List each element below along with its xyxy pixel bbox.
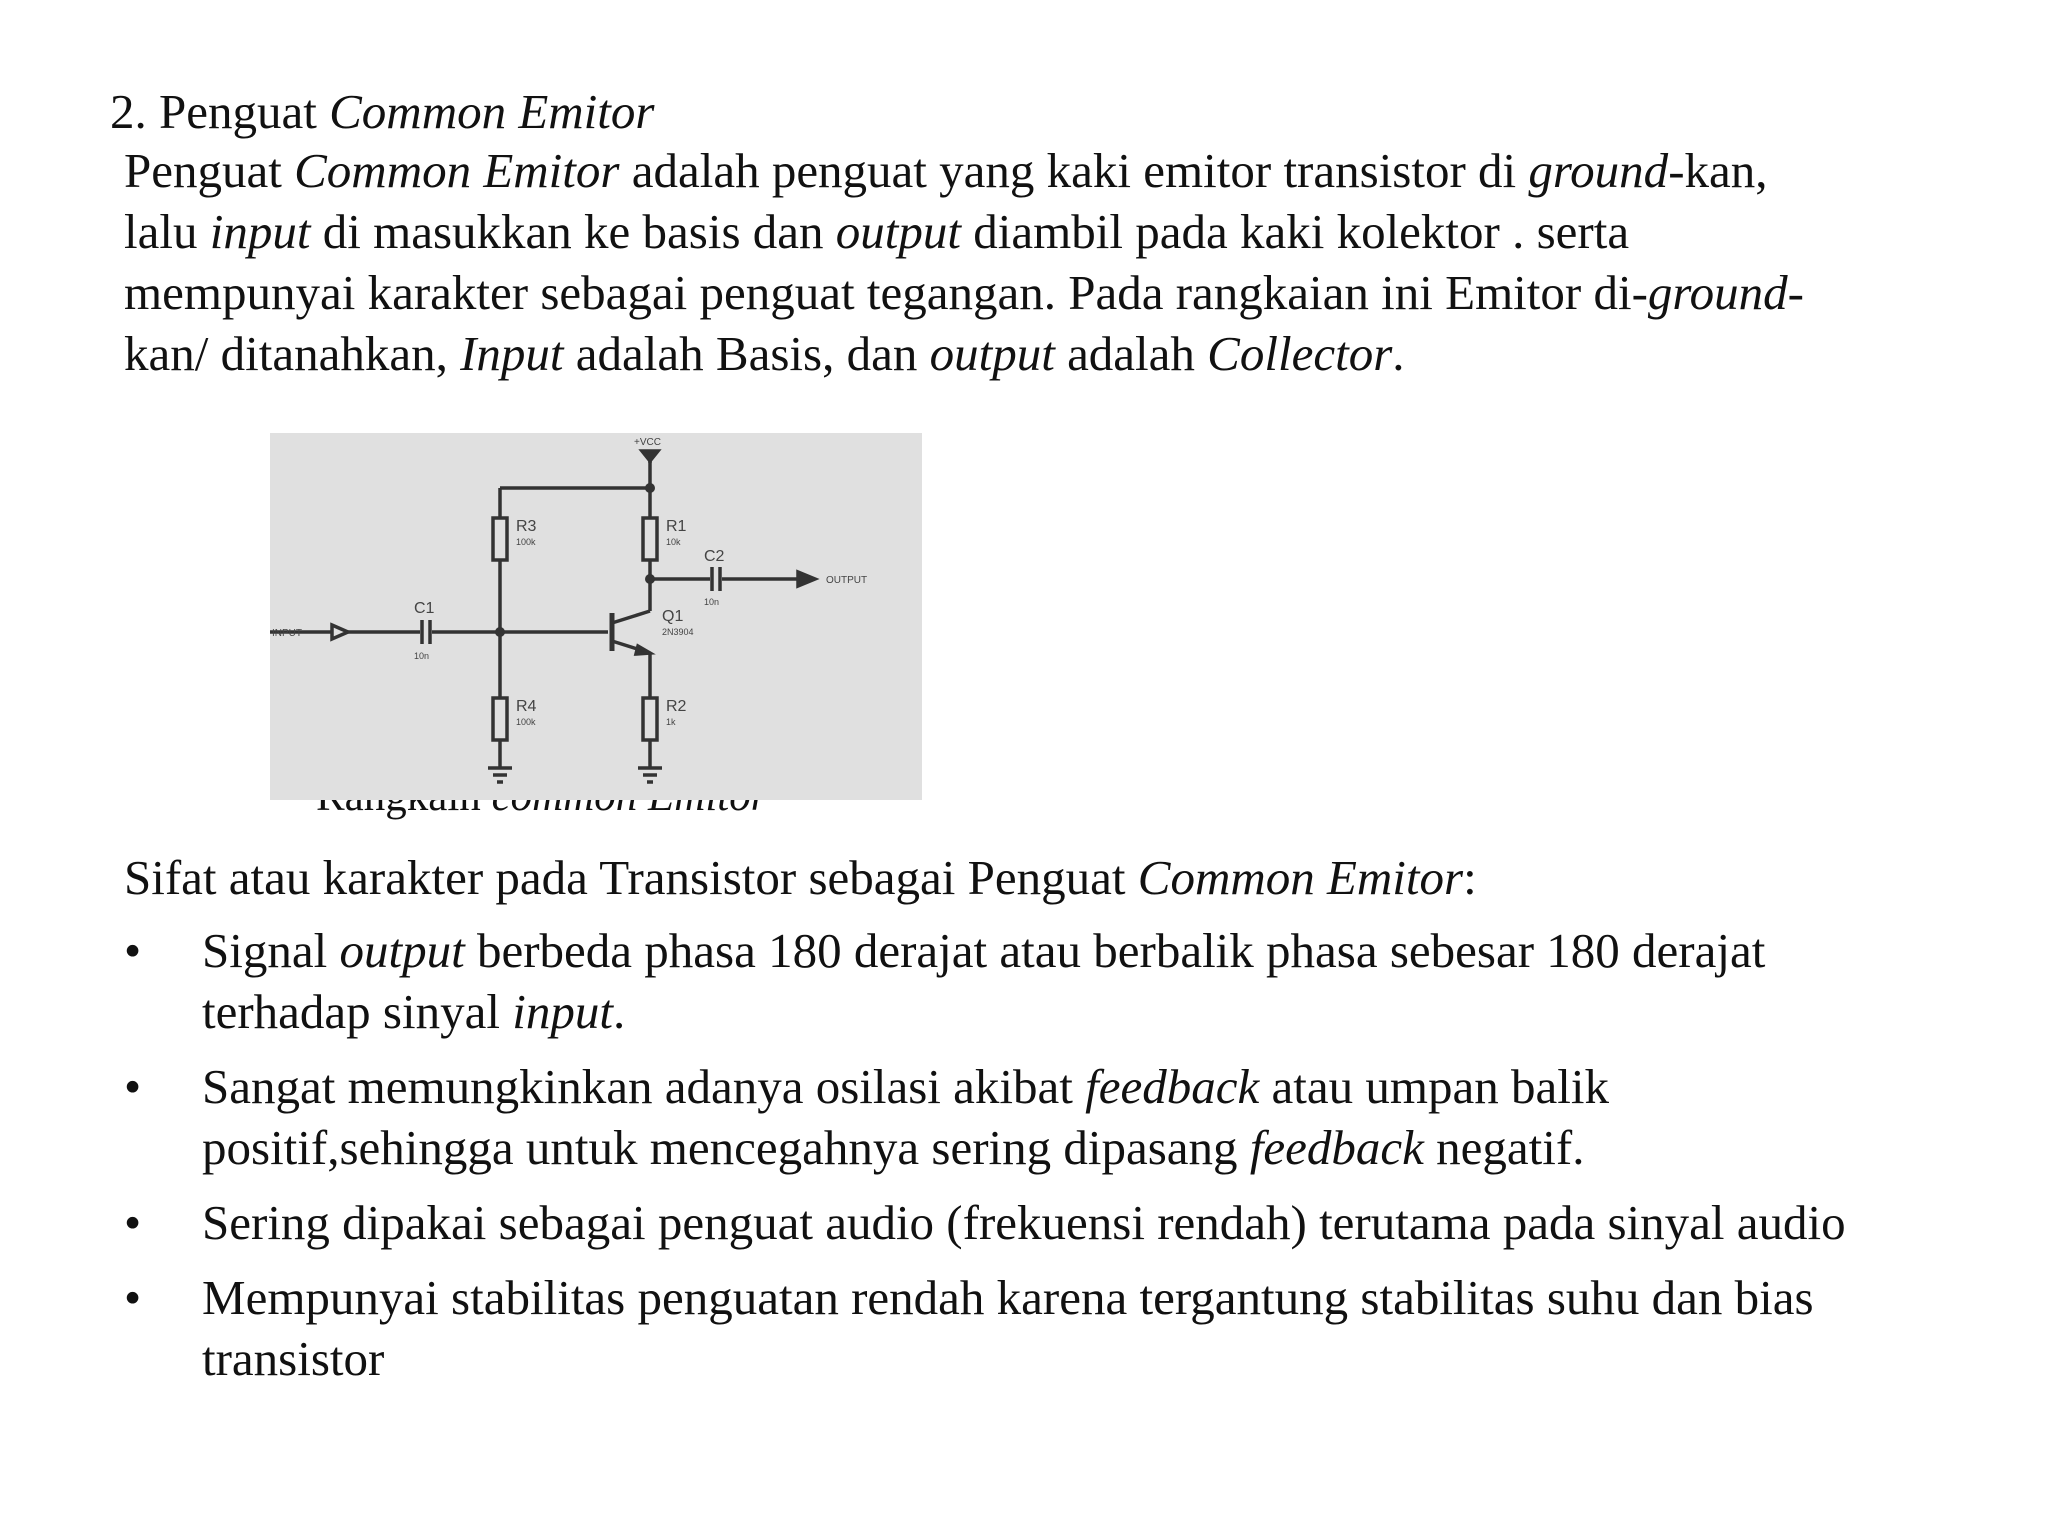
text: : — [1463, 850, 1477, 905]
bullet-icon: • — [124, 1059, 142, 1114]
bullet-icon: • — [124, 1195, 142, 1250]
junction-dot — [495, 627, 505, 637]
label-input: INPUT — [272, 628, 302, 639]
text-italic: input — [209, 204, 311, 259]
junction-dot — [645, 483, 655, 493]
bullet-icon: • — [124, 923, 142, 978]
text: -kan, — [1668, 143, 1768, 198]
input-arrow-icon — [332, 625, 348, 639]
text: Sangat memungkinkan adanya osilasi akibat — [202, 1059, 1086, 1114]
list-item — [124, 920, 2024, 1042]
label-output: OUTPUT — [826, 575, 868, 586]
label-r1-value: 10k — [666, 537, 681, 547]
label-q1: Q1 — [662, 608, 684, 625]
properties-list — [124, 920, 2024, 1403]
text: negatif. — [1423, 1120, 1585, 1175]
text: Penguat — [124, 143, 295, 198]
label-r3-value: 100k — [516, 537, 536, 547]
text-italic: output — [339, 923, 465, 978]
text-italic: Common Emitor — [294, 143, 620, 198]
text-italic: output — [929, 326, 1055, 381]
text: kan/ ditanahkan, — [124, 326, 461, 381]
text: positif,sehingga untuk mencegahnya sering dipasang — [202, 1120, 1250, 1175]
heading-emphasis: Common Emitor — [329, 84, 655, 139]
text: lalu — [124, 204, 210, 259]
label-r4: R4 — [516, 698, 537, 715]
text-italic: input — [512, 984, 613, 1039]
list-line — [202, 981, 2024, 1042]
text-italic: ground — [1647, 265, 1788, 320]
intro-line — [124, 323, 2004, 384]
label-r1: R1 — [666, 518, 687, 535]
label-vcc: +VCC — [634, 437, 661, 448]
text-italic: feedback — [1085, 1059, 1260, 1114]
resistor-r2 — [643, 698, 657, 740]
properties-intro — [124, 848, 1477, 908]
label-r4-value: 100k — [516, 717, 536, 727]
intro-line — [124, 201, 2004, 262]
text-italic: Input — [460, 326, 564, 381]
label-c2-value: 10n — [704, 597, 720, 607]
list-line: transistor — [202, 1331, 385, 1386]
label-c1-value: 10n — [414, 651, 430, 661]
emitter-arrow-icon — [636, 646, 650, 654]
label-c2: C2 — [704, 548, 725, 565]
resistor-r4 — [493, 698, 507, 740]
text: adalah Basis, dan — [563, 326, 930, 381]
text-italic: Collector — [1207, 326, 1393, 381]
label-r3: R3 — [516, 518, 537, 535]
bullet-icon: • — [124, 1270, 142, 1325]
section-heading — [110, 82, 654, 142]
text: adalah penguat yang kaki emitor transistor di — [619, 143, 1529, 198]
junction-dot — [645, 574, 655, 584]
text: terhadap sinyal — [202, 984, 513, 1039]
label-q1-value: 2N3904 — [662, 627, 694, 637]
intro-line — [124, 140, 2004, 201]
text: . — [612, 984, 626, 1039]
list-line: Mempunyai stabilitas penguatan rendah karena tergantung stabilitas suhu dan bias — [202, 1270, 1814, 1325]
intro-paragraph — [124, 140, 2004, 384]
list-line — [202, 1117, 2024, 1178]
list-item — [124, 1056, 2024, 1178]
resistor-r1 — [643, 518, 657, 560]
list-line — [202, 1056, 2024, 1117]
list-line — [202, 920, 2024, 981]
text: Signal — [202, 923, 340, 978]
intro-line — [124, 262, 2004, 323]
list-item — [124, 1192, 2024, 1253]
text-italic: feedback — [1249, 1120, 1424, 1175]
transistor-collector — [612, 611, 650, 623]
text: . — [1392, 326, 1405, 381]
output-arrow-icon — [798, 572, 815, 586]
text-italic: output — [835, 204, 961, 259]
label-c1: C1 — [414, 600, 435, 617]
vcc-arrow-icon — [642, 451, 658, 461]
text: atau umpan balik — [1259, 1059, 1609, 1114]
text: di masukkan ke basis dan — [310, 204, 836, 259]
resistor-r3 — [493, 518, 507, 560]
label-r2-value: 1k — [666, 717, 676, 727]
list-line: Sering dipakai sebagai penguat audio (frekuensi rendah) terutama pada sinyal audio — [202, 1195, 1846, 1250]
list-item — [124, 1267, 2024, 1389]
text-italic: Common Emitor — [1137, 850, 1464, 905]
text: mempunyai karakter sebagai penguat tegangan. Pada rangkaian ini Emitor di- — [124, 265, 1648, 320]
text-italic: ground — [1528, 143, 1669, 198]
text: diambil pada kaki kolektor . serta — [961, 204, 1630, 259]
circuit-figure — [270, 433, 922, 800]
text: berbeda phasa 180 derajat atau berbalik phasa sebesar 180 derajat — [464, 923, 1766, 978]
text: adalah — [1054, 326, 1208, 381]
text: - — [1787, 265, 1804, 320]
circuit-diagram — [270, 433, 922, 800]
text: Sifat atau karakter pada Transistor sebagai Penguat — [124, 850, 1138, 905]
heading-number: 2. Penguat — [110, 84, 330, 139]
label-r2: R2 — [666, 698, 687, 715]
